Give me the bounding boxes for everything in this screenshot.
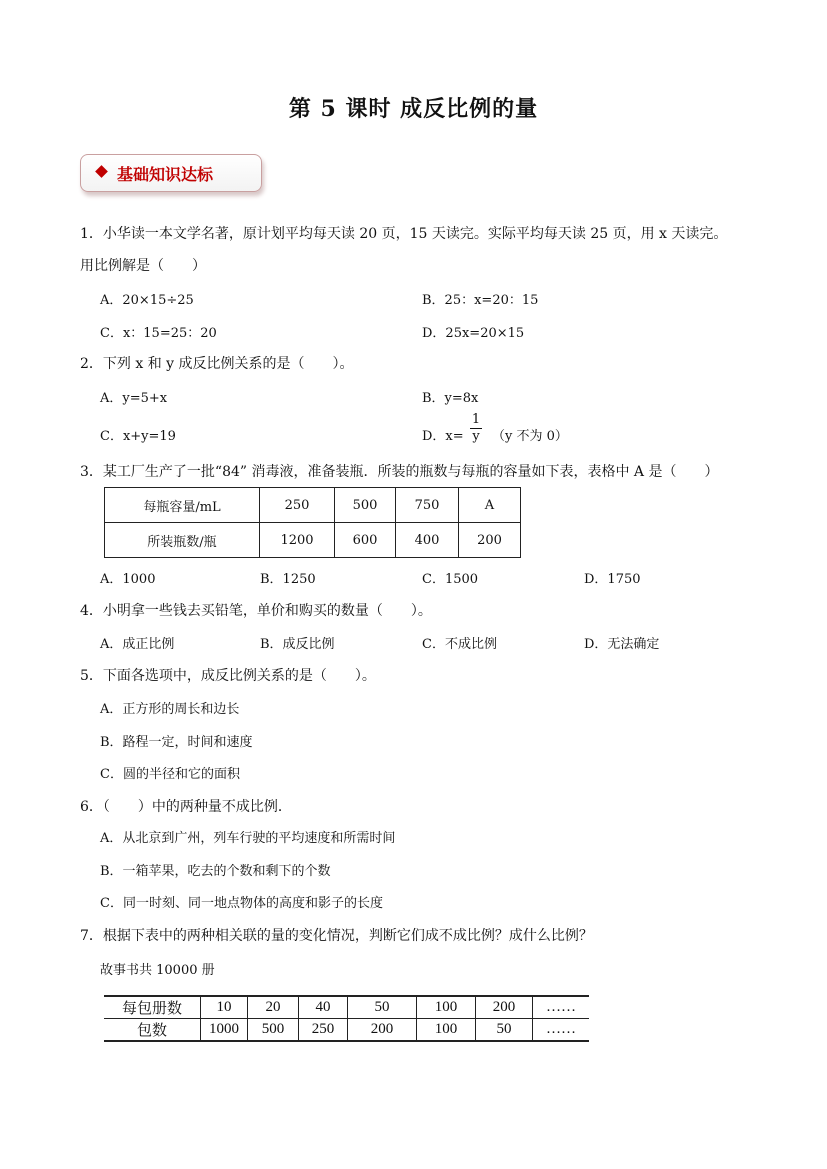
table-cell: 每瓶容量/mL <box>105 488 260 523</box>
question-7-text: 7．根据下表中的两种相关联的量的变化情况，判断它们成不成比例？成什么比例？ <box>80 928 593 944</box>
table-cell: 100 <box>417 1019 476 1042</box>
question-1-option-d: D．25x=20×15 <box>422 326 525 341</box>
table-cell: 所装瓶数/瓶 <box>105 523 260 558</box>
question-1-option-a: A．20×15÷25 <box>100 293 194 308</box>
question-3-option-a: A．1000 <box>100 572 156 587</box>
section-badge-label: 基础知识达标 <box>117 165 214 184</box>
question-6-text: 6．（ ）中的两种量不成比例． <box>80 799 292 815</box>
question-2-option-d-suffix: （y 不为 0） <box>492 429 568 444</box>
table-cell: 200 <box>348 1019 417 1042</box>
table-cell: 600 <box>335 523 396 558</box>
question-1-option-b: B．25：x=20：15 <box>422 293 539 308</box>
question-1-line-1: 1．小华读一本文学名著，原计划平均每天读 20 页，15 天读完。实际平均每天读 25 页，用 x 天读完。 <box>80 226 728 242</box>
table-cell: 250 <box>260 488 335 523</box>
question-2-option-d-prefix: D．x= <box>422 429 464 444</box>
question-4-option-a: A．成正比例 <box>100 637 175 652</box>
table-cell: 1200 <box>260 523 335 558</box>
table-row <box>104 1019 589 1042</box>
table-cell: 250 <box>299 1019 348 1042</box>
question-3-option-c: C．1500 <box>422 572 479 587</box>
question-2-option-a: A．y=5+x <box>100 391 168 406</box>
table-cell: …… <box>533 1019 590 1042</box>
question-5-option-a: A．正方形的周长和边长 <box>100 702 240 717</box>
table-cell: 750 <box>396 488 459 523</box>
page-title: 第 5 课时 成反比例的量 <box>288 96 539 122</box>
section-badge <box>80 154 262 192</box>
table-cell: 200 <box>476 996 533 1019</box>
question-3-option-d: D．1750 <box>584 572 641 587</box>
question-2-text: 2．下列 x 和 y 成反比例关系的是（ ）。 <box>80 356 354 372</box>
question-3-text: 3．某工厂生产了一批“84” 消毒液，准备装瓶．所装的瓶数与每瓶的容量如下表，表格中 A 是（ ） <box>80 464 719 480</box>
table-cell: A <box>459 488 521 523</box>
diamond-icon <box>95 165 108 178</box>
table-cell: 200 <box>459 523 521 558</box>
question-4-option-b: B．成反比例 <box>260 637 335 652</box>
table-cell: 100 <box>417 996 476 1019</box>
fraction-numerator: 1 <box>471 412 481 427</box>
question-5-option-b: B．路程一定，时间和速度 <box>100 735 253 750</box>
table-row <box>104 996 589 1019</box>
table-cell: 包数 <box>104 1019 201 1042</box>
table-cell: 500 <box>248 1019 299 1042</box>
question-3-table <box>104 487 521 558</box>
table-cell: 50 <box>348 996 417 1019</box>
question-4-option-d: D．无法确定 <box>584 637 660 652</box>
question-6-option-a: A．从北京到广州，列车行驶的平均速度和所需时间 <box>100 831 396 846</box>
question-3-option-b: B．1250 <box>260 572 316 587</box>
question-4-option-c: C．不成比例 <box>422 637 497 652</box>
table-cell: 40 <box>299 996 348 1019</box>
question-2-option-b: B．y=8x <box>422 391 479 406</box>
table-cell: 20 <box>248 996 299 1019</box>
question-6-option-b: B．一箱苹果，吃去的个数和剩下的个数 <box>100 864 331 879</box>
question-1-option-c: C．x：15=25：20 <box>100 326 217 341</box>
table-cell: 10 <box>201 996 248 1019</box>
table-cell: …… <box>533 996 590 1019</box>
question-2-option-c: C．x+y=19 <box>100 429 176 444</box>
fraction-denominator: y <box>472 429 480 444</box>
question-7-table <box>104 995 589 1042</box>
table-cell: 1000 <box>201 1019 248 1042</box>
question-7-subtitle: 故事书共 10000 册 <box>100 963 215 978</box>
table-cell: 50 <box>476 1019 533 1042</box>
table-cell: 500 <box>335 488 396 523</box>
table-cell: 400 <box>396 523 459 558</box>
table-row <box>105 488 521 523</box>
question-2-fraction <box>470 413 482 444</box>
question-5-text: 5．下面各选项中，成反比例关系的是（ ）。 <box>80 668 376 684</box>
question-5-option-c: C．圆的半径和它的面积 <box>100 767 240 782</box>
question-1-line-2: 用比例解是（ ） <box>80 258 206 274</box>
table-cell: 每包册数 <box>104 996 201 1019</box>
question-4-text: 4．小明拿一些钱去买铅笔，单价和购买的数量（ ）。 <box>80 603 432 619</box>
question-6-option-c: C．同一时刻、同一地点物体的高度和影子的长度 <box>100 896 383 911</box>
table-row <box>105 523 521 558</box>
